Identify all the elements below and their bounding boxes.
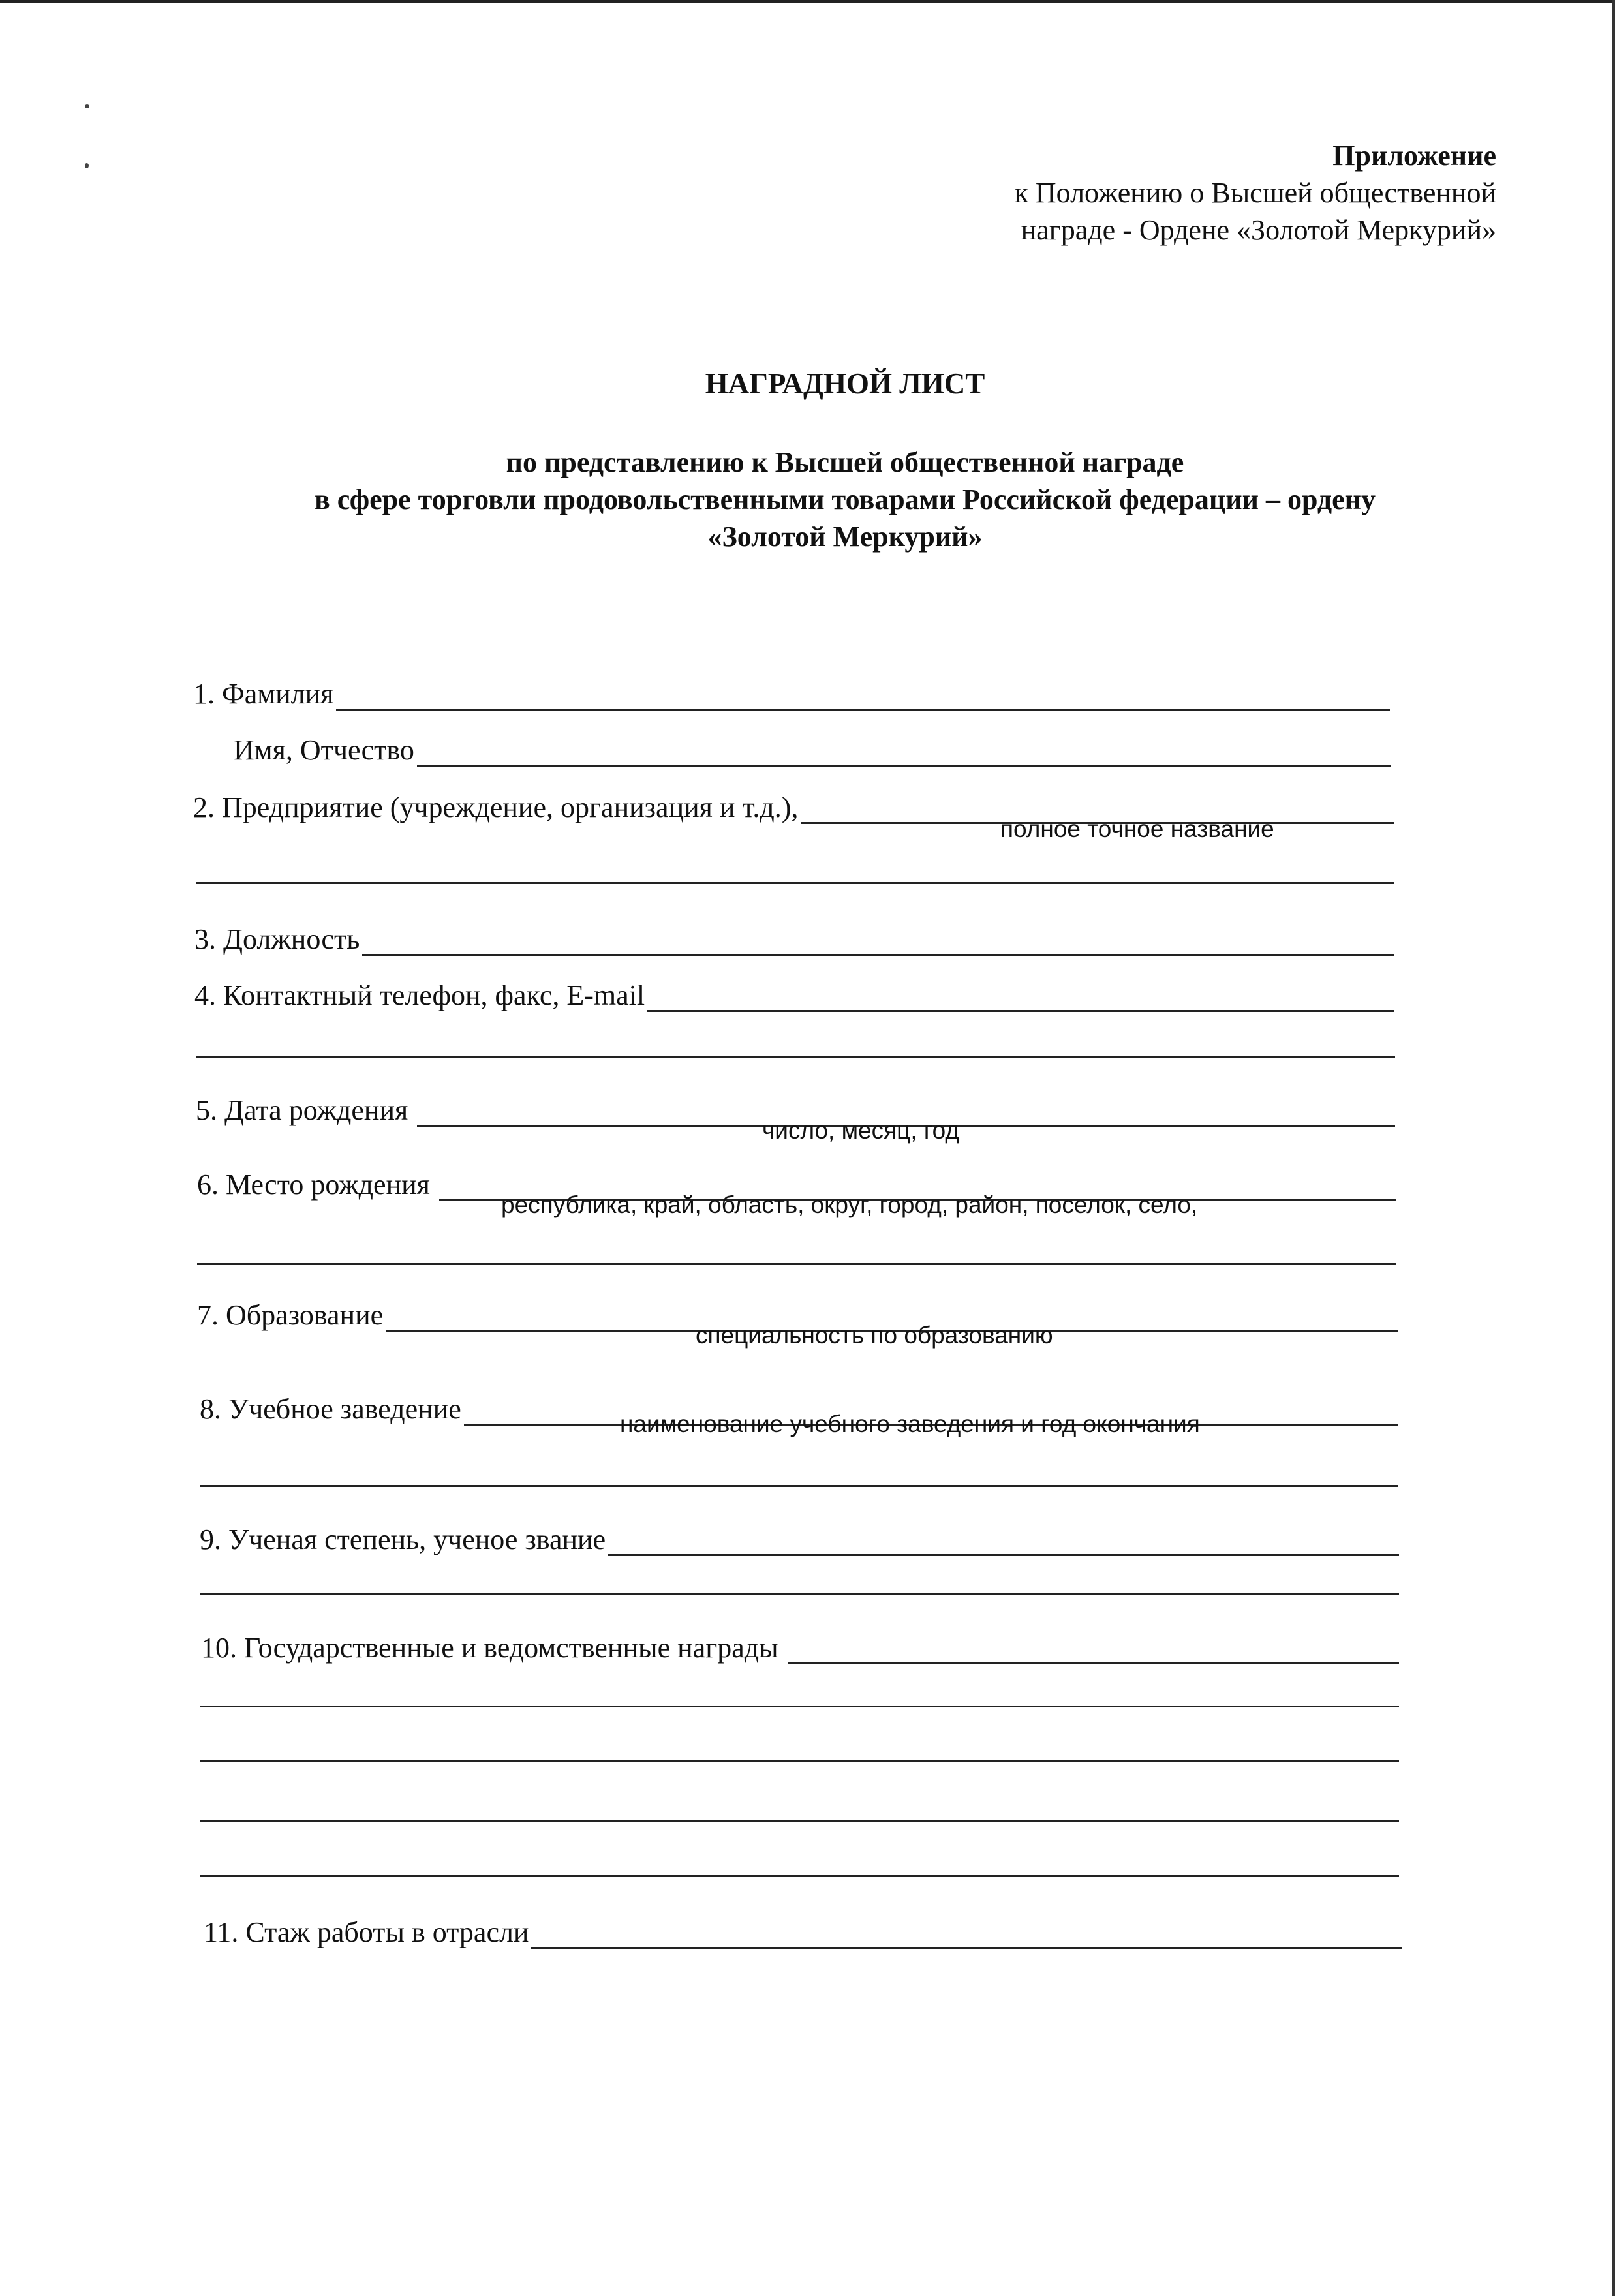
education-hint: специальность по образованию <box>696 1322 1053 1349</box>
experience-line[interactable] <box>531 1927 1402 1949</box>
surname-label: 1. Фамилия <box>193 678 334 710</box>
position-field[interactable] <box>194 923 1394 956</box>
experience-field[interactable] <box>204 1916 1402 1949</box>
surname-line[interactable] <box>336 689 1390 711</box>
contacts-field[interactable] <box>194 979 1394 1012</box>
appendix-heading: Приложение <box>1332 140 1496 172</box>
scan-speck <box>85 163 89 168</box>
name-patronymic-label: Имя, Отчество <box>234 734 414 766</box>
institution-line-2[interactable] <box>200 1485 1398 1487</box>
scan-speck <box>85 104 89 108</box>
position-label: 3. Должность <box>194 923 360 955</box>
institution-hint: наименование учебного заведения и год окончания <box>620 1411 1200 1437</box>
contacts-line-2[interactable] <box>196 1056 1395 1058</box>
subtitle-line-1: по представлению к Высшей общественной награде <box>506 446 1184 478</box>
contacts-label: 4. Контактный телефон, факс, E-mail <box>194 979 645 1011</box>
document-title: НАГРАДНОЙ ЛИСТ <box>705 367 985 400</box>
document-subtitle <box>0 444 1615 555</box>
birth-date-label: 5. Дата рождения <box>196 1094 408 1126</box>
subtitle-line-2: в сфере торговли продовольственными товарами Российской федерации – ордену <box>315 483 1376 515</box>
awards-line-3[interactable] <box>200 1760 1399 1762</box>
contacts-line[interactable] <box>647 990 1394 1012</box>
organization-line-2[interactable] <box>196 882 1394 884</box>
awards-line-5[interactable] <box>200 1875 1399 1877</box>
scan-border-top <box>0 0 1615 3</box>
organization-label: 2. Предприятие (учреждение, организация и т.д.), <box>193 791 799 823</box>
appendix-line-2: награде - Ордене «Золотой Меркурий» <box>1021 214 1496 246</box>
organization-hint: полное точное название <box>1000 816 1274 842</box>
birth-place-label: 6. Место рождения <box>197 1169 430 1201</box>
birth-place-line-2[interactable] <box>197 1263 1396 1265</box>
appendix-line-1: к Положению о Высшей общественной <box>1014 177 1496 209</box>
awards-label: 10. Государственные и ведомственные награды <box>201 1632 778 1664</box>
subtitle-line-3: «Золотой Меркурий» <box>707 521 983 553</box>
birth-date-hint: число, месяц, год <box>762 1117 959 1144</box>
awards-line[interactable] <box>788 1643 1399 1664</box>
surname-field[interactable] <box>193 677 1390 711</box>
position-line[interactable] <box>362 934 1394 956</box>
name-patronymic-field[interactable] <box>234 733 1391 767</box>
appendix-block <box>1015 137 1496 249</box>
awards-field[interactable] <box>201 1631 1399 1664</box>
institution-label: 8. Учебное заведение <box>200 1393 461 1425</box>
awards-line-2[interactable] <box>200 1706 1399 1707</box>
degree-label: 9. Ученая степень, ученое звание <box>200 1523 606 1555</box>
degree-line[interactable] <box>608 1535 1399 1556</box>
experience-label: 11. Стаж работы в отрасли <box>204 1916 529 1948</box>
degree-line-2[interactable] <box>200 1593 1399 1595</box>
degree-field[interactable] <box>200 1523 1399 1556</box>
education-label: 7. Образование <box>197 1299 384 1331</box>
birth-place-hint: республика, край, область, округ, город, район, поселок, село, <box>501 1191 1198 1218</box>
awards-line-4[interactable] <box>200 1820 1399 1822</box>
name-patronymic-line[interactable] <box>417 745 1391 767</box>
scan-border-right <box>1612 0 1615 2296</box>
